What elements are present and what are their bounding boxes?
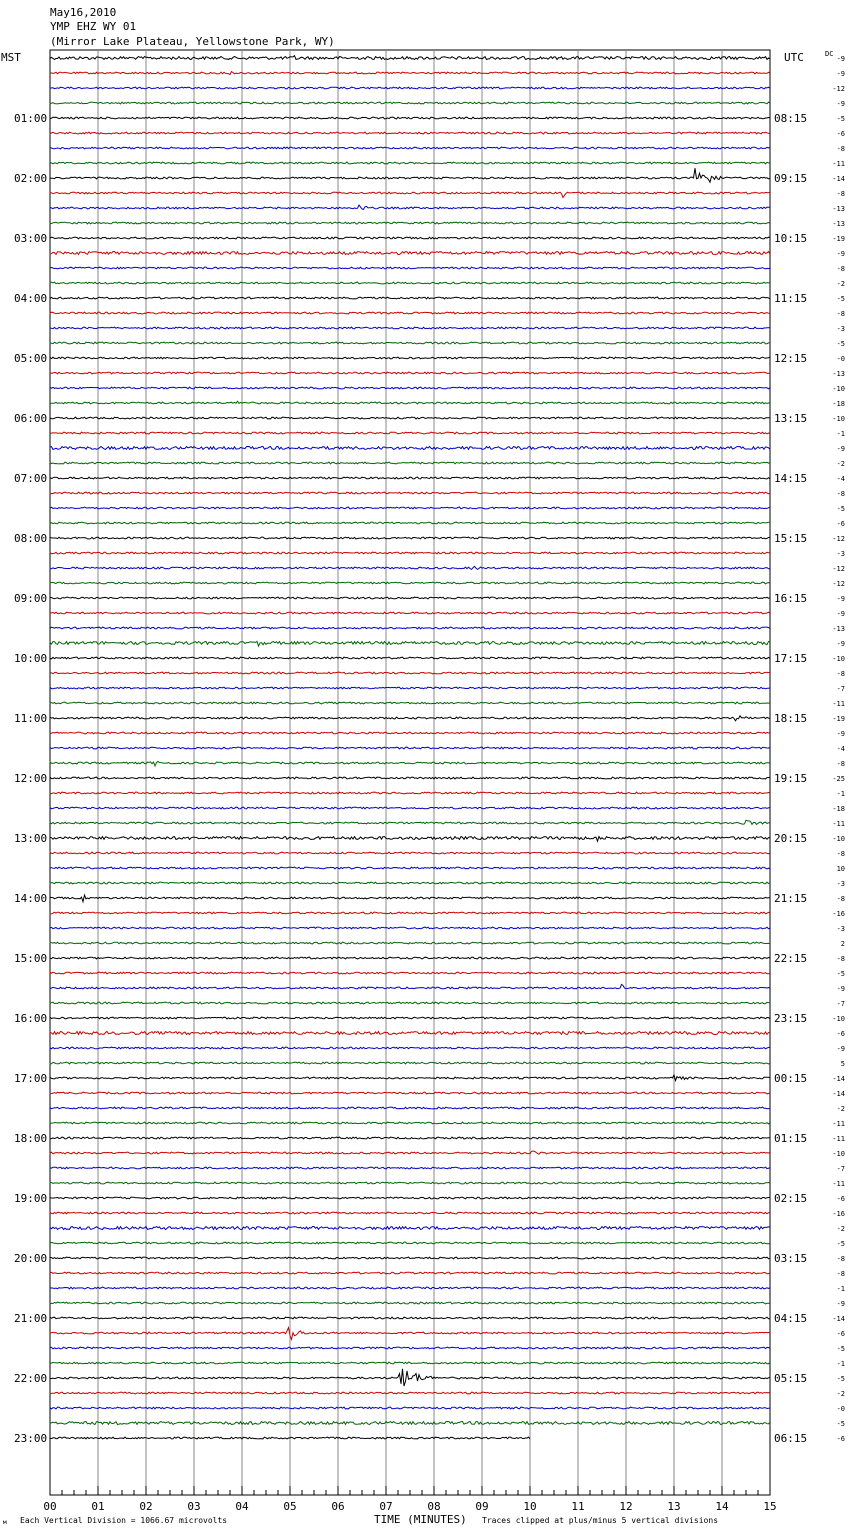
dc-offset-label: -14 [832, 1090, 845, 1098]
dc-offset-label: -12 [832, 535, 845, 543]
dc-offset-label: -8 [836, 145, 845, 153]
trace-row [50, 1287, 770, 1289]
dc-offset-label: -2 [836, 1390, 845, 1398]
dc-offset-label: -19 [832, 235, 845, 243]
trace-row [50, 895, 770, 902]
dc-offset-label: -12 [832, 580, 845, 588]
trace-row [50, 867, 770, 869]
footer-scale-text: Each Vertical Division = 1066.67 microvolts [20, 1516, 228, 1525]
trace-row [50, 1122, 770, 1124]
x-tick-label: 08 [427, 1500, 441, 1513]
trace-row [50, 387, 770, 389]
right-hour-label: 19:15 [774, 772, 808, 785]
dc-offset-label: -11 [832, 1180, 845, 1188]
x-tick-label: 09 [475, 1500, 489, 1513]
trace-row [50, 267, 770, 269]
left-hour-label: 14:00 [14, 892, 48, 905]
trace-row [50, 1075, 770, 1081]
trace-row [50, 237, 770, 239]
x-tick-label: 11 [571, 1500, 585, 1513]
trace-row [50, 1227, 770, 1230]
trace-row [50, 205, 770, 209]
left-hour-labels [14, 112, 47, 1445]
trace-row [50, 1032, 770, 1035]
left-hour-label: 02:00 [14, 172, 48, 185]
trace-row [50, 147, 770, 149]
left-hour-label: 15:00 [14, 952, 48, 965]
x-tick-label: 01 [91, 1500, 105, 1513]
dc-offset-label: -3 [836, 550, 845, 558]
right-hour-label: 06:15 [774, 1432, 808, 1445]
dc-offset-label: -5 [836, 1345, 845, 1353]
trace-row [50, 401, 770, 404]
trace-row [50, 1422, 770, 1425]
dc-offset-label: -9 [836, 730, 845, 738]
trace-row [50, 432, 770, 434]
trace-row [50, 1167, 770, 1169]
trace-row [50, 1002, 770, 1004]
dc-offset-label: -9 [836, 595, 845, 603]
dc-offset-label: -13 [832, 625, 845, 633]
trace-row [50, 342, 770, 344]
trace-row [50, 492, 770, 494]
trace-row [50, 1392, 770, 1394]
trace-row [50, 552, 770, 554]
x-tick-label: 04 [235, 1500, 249, 1513]
dc-offset-label: -4 [836, 475, 845, 483]
trace-row [50, 1137, 770, 1139]
dc-offset-label: -10 [832, 835, 845, 843]
dc-offset-label: -8 [836, 955, 845, 963]
dc-offset-label: 5 [840, 1060, 845, 1068]
dc-offset-label: -10 [832, 415, 845, 423]
x-axis [43, 1486, 776, 1513]
trace-row [50, 972, 770, 974]
trace-row [50, 984, 770, 989]
trace-row [50, 462, 770, 464]
right-hour-label: 12:15 [774, 352, 808, 365]
dc-offset-label: 2 [840, 940, 845, 948]
dc-offset-label: -8 [836, 1255, 845, 1263]
trace-row [50, 117, 770, 119]
footer-clip-text: Traces clipped at plus/minus 5 vertical divisions [482, 1516, 719, 1525]
dc-offset-label: -14 [832, 175, 845, 183]
dc-offset-label: -2 [836, 460, 845, 468]
dc-offset-label: -1 [836, 430, 845, 438]
x-tick-label: 03 [187, 1500, 201, 1513]
dc-offset-label: -0 [836, 355, 845, 363]
dc-offset-label: -9 [836, 445, 845, 453]
dc-offset-label: -5 [836, 505, 845, 513]
dc-offset-label: -6 [836, 130, 845, 138]
dc-offset-label: -7 [836, 685, 845, 693]
dc-offset-label: -16 [832, 1210, 845, 1218]
trace-row [50, 1182, 770, 1184]
trace-row [50, 1017, 770, 1019]
dc-offset-labels [832, 55, 845, 1443]
dc-offset-label: -5 [836, 295, 845, 303]
right-timezone-label: UTC [784, 51, 804, 64]
dc-offset-label: -2 [836, 280, 845, 288]
x-tick-label: 05 [283, 1500, 297, 1513]
dc-offset-label: -6 [836, 520, 845, 528]
trace-row [50, 1272, 770, 1274]
trace-row [50, 1257, 770, 1259]
x-tick-label: 07 [379, 1500, 393, 1513]
left-hour-label: 09:00 [14, 592, 48, 605]
trace-row [50, 192, 770, 197]
left-hour-label: 23:00 [14, 1432, 48, 1445]
header-station: YMP EHZ WY 01 [50, 20, 137, 33]
dc-offset-label: -9 [836, 985, 845, 993]
trace-row [50, 522, 770, 524]
dc-offset-label: -7 [836, 1000, 845, 1008]
dc-offset-label: -13 [832, 370, 845, 378]
trace-row [50, 1107, 770, 1109]
header-location: (Mirror Lake Plateau, Yellowstone Park, WY) [50, 35, 335, 48]
dc-offset-label: -3 [836, 325, 845, 333]
dc-offset-label: -9 [836, 250, 845, 258]
right-hour-label: 04:15 [774, 1312, 808, 1325]
trace-row [50, 1062, 770, 1064]
dc-offset-label: -16 [832, 910, 845, 918]
left-timezone-label: MST [1, 51, 21, 64]
dc-offset-label: -5 [836, 1420, 845, 1428]
dc-offset-label: -9 [836, 70, 845, 78]
trace-row [50, 1317, 770, 1319]
trace-row [50, 957, 770, 959]
dc-offset-label: -3 [836, 880, 845, 888]
dc-offset-label: 10 [836, 865, 845, 873]
x-tick-label: 12 [619, 1500, 633, 1513]
left-hour-label: 20:00 [14, 1252, 48, 1265]
trace-row [50, 672, 770, 674]
dc-offset-label: -12 [832, 85, 845, 93]
right-hour-label: 15:15 [774, 532, 808, 545]
trace-row [50, 1151, 770, 1154]
dc-offset-label: -6 [836, 1330, 845, 1338]
trace-row [50, 1047, 770, 1049]
trace-row [50, 252, 770, 255]
dc-offset-header: DC [825, 50, 834, 58]
dc-offset-label: -9 [836, 610, 845, 618]
trace-row [50, 852, 770, 854]
trace-row [50, 882, 770, 884]
dc-offset-label: -11 [832, 820, 845, 828]
dc-offset-label: -2 [836, 1105, 845, 1113]
trace-row [50, 641, 770, 646]
dc-offset-label: -6 [836, 1030, 845, 1038]
trace-row [50, 168, 770, 182]
right-hour-label: 08:15 [774, 112, 808, 125]
dc-offset-label: -9 [836, 100, 845, 108]
right-hour-label: 20:15 [774, 832, 808, 845]
dc-offset-label: -9 [836, 1300, 845, 1308]
dc-offset-label: -4 [836, 745, 845, 753]
dc-offset-label: -10 [832, 1015, 845, 1023]
dc-offset-label: -9 [836, 55, 845, 63]
x-tick-label: 13 [667, 1500, 681, 1513]
trace-row [50, 1328, 770, 1340]
dc-offset-label: -10 [832, 385, 845, 393]
trace-row [50, 582, 770, 584]
trace-row [50, 716, 770, 721]
trace-row [50, 687, 770, 689]
dc-offset-label: -8 [836, 895, 845, 903]
trace-row [50, 372, 770, 374]
trace-row [50, 1302, 770, 1304]
trace-row [50, 747, 770, 749]
dc-offset-label: -25 [832, 775, 845, 783]
trace-row [50, 162, 770, 164]
left-hour-label: 01:00 [14, 112, 48, 125]
trace-row [50, 657, 770, 659]
left-hour-label: 04:00 [14, 292, 48, 305]
trace-row [50, 132, 770, 134]
dc-offset-label: -9 [836, 1045, 845, 1053]
right-hour-label: 13:15 [774, 412, 808, 425]
trace-row [50, 1362, 770, 1364]
dc-offset-label: -5 [836, 340, 845, 348]
trace-row [50, 792, 770, 794]
left-hour-label: 11:00 [14, 712, 48, 725]
right-hour-label: 03:15 [774, 1252, 808, 1265]
right-hour-label: 21:15 [774, 892, 808, 905]
trace-row [50, 761, 770, 766]
dc-offset-label: -8 [836, 490, 845, 498]
trace-row [50, 732, 770, 734]
trace-row [50, 807, 770, 809]
right-hour-label: 22:15 [774, 952, 808, 965]
dc-offset-label: -13 [832, 220, 845, 228]
dc-offset-label: -14 [832, 1315, 845, 1323]
left-hour-label: 22:00 [14, 1372, 48, 1385]
dc-offset-label: -11 [832, 160, 845, 168]
dc-offset-label: -7 [836, 1165, 845, 1173]
dc-offset-label: -8 [836, 190, 845, 198]
trace-row [50, 327, 770, 329]
right-hour-label: 00:15 [774, 1072, 808, 1085]
trace-row [50, 1092, 770, 1094]
x-tick-label: 00 [43, 1500, 57, 1513]
left-hour-label: 10:00 [14, 652, 48, 665]
dc-offset-label: -14 [832, 1075, 845, 1083]
dc-offset-label: -1 [836, 1285, 845, 1293]
trace-row [50, 222, 770, 224]
header-date: May16,2010 [50, 6, 117, 19]
x-axis-title: TIME (MINUTES) [374, 1513, 467, 1526]
dc-offset-label: -10 [832, 655, 845, 663]
dc-offset-label: -18 [832, 400, 845, 408]
trace-row [50, 447, 770, 450]
dc-offset-label: -10 [832, 1150, 845, 1158]
trace-row [50, 927, 770, 929]
trace-row [50, 820, 770, 824]
trace-row [50, 312, 770, 314]
trace-row [50, 566, 770, 569]
dc-offset-label: -11 [832, 1120, 845, 1128]
left-hour-label: 19:00 [14, 1192, 48, 1205]
x-tick-label: 10 [523, 1500, 537, 1513]
trace-row [50, 1242, 770, 1244]
left-hour-label: 21:00 [14, 1312, 48, 1325]
right-hour-label: 01:15 [774, 1132, 808, 1145]
trace-row [50, 357, 770, 359]
left-hour-label: 18:00 [14, 1132, 48, 1145]
dc-offset-label: -5 [836, 1375, 845, 1383]
left-hour-label: 06:00 [14, 412, 48, 425]
right-hour-label: 09:15 [774, 172, 808, 185]
footer-corner-mark: м [3, 1519, 7, 1526]
dc-offset-label: -5 [836, 115, 845, 123]
dc-offset-label: -0 [836, 1405, 845, 1413]
trace-row [50, 102, 770, 104]
trace-row [50, 1347, 770, 1349]
dc-offset-label: -8 [836, 850, 845, 858]
left-hour-label: 03:00 [14, 232, 48, 245]
trace-row [50, 56, 770, 60]
trace-row [50, 1197, 770, 1199]
right-hour-label: 16:15 [774, 592, 808, 605]
right-hour-label: 23:15 [774, 1012, 808, 1025]
trace-row [50, 1369, 770, 1386]
dc-offset-label: -2 [836, 1225, 845, 1233]
left-hour-label: 05:00 [14, 352, 48, 365]
right-hour-label: 02:15 [774, 1192, 808, 1205]
dc-offset-label: -12 [832, 565, 845, 573]
trace-row [50, 912, 770, 914]
dc-offset-label: -6 [836, 1435, 845, 1443]
dc-offset-label: -11 [832, 1135, 845, 1143]
left-hour-label: 12:00 [14, 772, 48, 785]
dc-offset-label: -5 [836, 970, 845, 978]
dc-offset-label: -3 [836, 925, 845, 933]
dc-offset-label: -6 [836, 1195, 845, 1203]
trace-row [50, 417, 770, 419]
dc-offset-label: -8 [836, 265, 845, 273]
right-hour-label: 05:15 [774, 1372, 808, 1385]
dc-offset-label: -1 [836, 1360, 845, 1368]
trace-row [50, 627, 770, 629]
trace-row [50, 942, 770, 944]
dc-offset-label: -11 [832, 700, 845, 708]
seismic-traces [50, 56, 770, 1439]
left-hour-label: 17:00 [14, 1072, 48, 1085]
dc-offset-label: -5 [836, 1240, 845, 1248]
right-hour-label: 14:15 [774, 472, 808, 485]
right-hour-label: 11:15 [774, 292, 808, 305]
trace-row [50, 777, 770, 779]
left-hour-label: 07:00 [14, 472, 48, 485]
dc-offset-label: -1 [836, 790, 845, 798]
trace-row [50, 507, 770, 509]
dc-offset-label: -8 [836, 760, 845, 768]
right-hour-label: 18:15 [774, 712, 808, 725]
trace-row [50, 297, 770, 299]
x-tick-label: 15 [763, 1500, 777, 1513]
trace-row [50, 837, 770, 842]
dc-offset-label: -8 [836, 670, 845, 678]
dc-offset-label: -8 [836, 310, 845, 318]
right-hour-labels [774, 112, 807, 1445]
trace-row [50, 87, 770, 89]
right-hour-label: 17:15 [774, 652, 808, 665]
trace-row [50, 72, 770, 75]
dc-offset-label: -8 [836, 1270, 845, 1278]
left-hour-label: 08:00 [14, 532, 48, 545]
trace-row [50, 537, 770, 539]
trace-row [50, 1212, 770, 1214]
left-hour-label: 13:00 [14, 832, 48, 845]
trace-row [50, 477, 770, 479]
x-tick-label: 06 [331, 1500, 345, 1513]
x-tick-label: 02 [139, 1500, 153, 1513]
trace-row [50, 282, 770, 284]
right-hour-label: 10:15 [774, 232, 808, 245]
trace-row [50, 702, 770, 704]
dc-offset-label: -18 [832, 805, 845, 813]
dc-offset-label: -9 [836, 640, 845, 648]
x-tick-label: 14 [715, 1500, 729, 1513]
trace-row [50, 612, 770, 614]
trace-row [50, 597, 770, 599]
trace-row [50, 1407, 770, 1409]
dc-offset-label: -19 [832, 715, 845, 723]
dc-offset-label: -13 [832, 205, 845, 213]
left-hour-label: 16:00 [14, 1012, 48, 1025]
